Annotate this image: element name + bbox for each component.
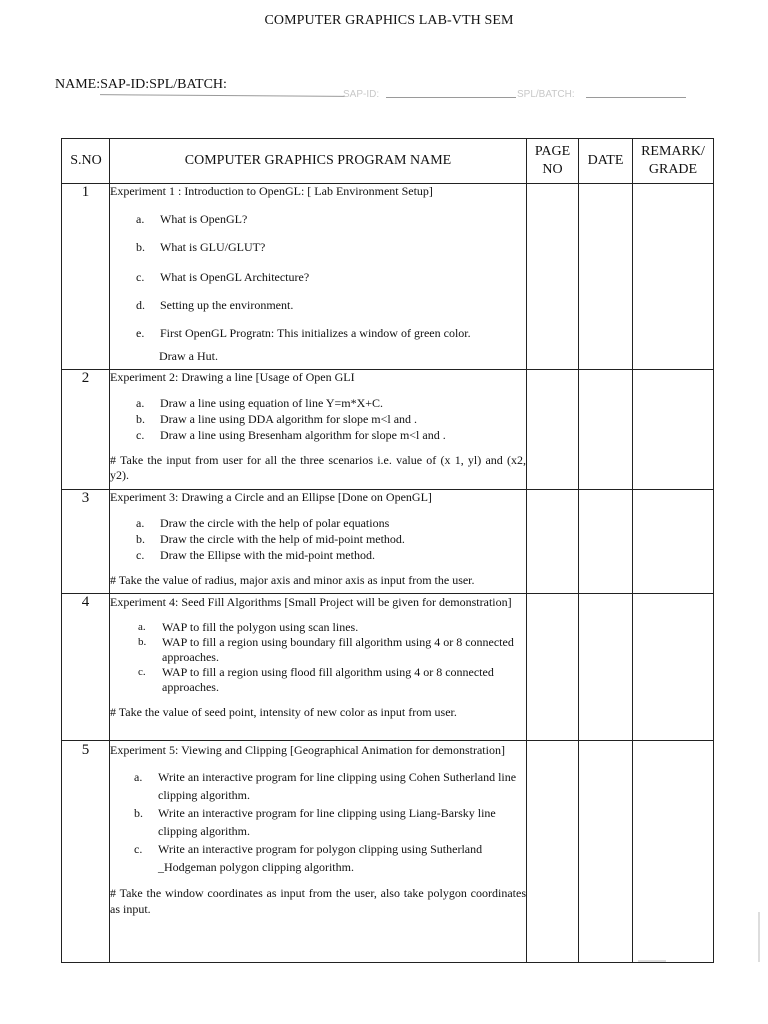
row-sno: 2	[62, 370, 110, 490]
name-sap-batch-line: NAME:SAP-ID:SPL/BATCH:	[55, 77, 227, 92]
row-sno: 5	[62, 741, 110, 963]
page-no-cell	[527, 370, 579, 490]
list-item: b. WAP to fill a region using boundary fill algorithm using 4 or 8 connected approaches.	[138, 635, 514, 664]
experiment-title: Experiment 1 : Introduction to OpenGL: [ Lab Environment Setup]	[110, 184, 433, 198]
list-item: a. WAP to fill the polygon using scan lines.	[138, 620, 359, 634]
experiment-items	[110, 396, 526, 443]
table-row	[62, 184, 714, 370]
faint-batch-text: SPL/BATCH:	[517, 89, 575, 100]
page-no-cell	[527, 594, 579, 741]
list-item: b. Write an interactive program for line clipping using Liang-Barsky line clipping algorithm.	[134, 806, 496, 838]
list-item: a. Write an interactive program for line clipping using Cohen Sutherland line clipping algorithm.	[134, 770, 517, 802]
col-date-header: DATE	[579, 139, 633, 184]
program-cell	[110, 741, 527, 963]
page-no-cell	[527, 741, 579, 963]
list-item: b. What is GLU/GLUT?	[136, 240, 266, 254]
experiment-title: Experiment 2: Drawing a line [Usage of Open GLI	[110, 370, 355, 384]
list-item: c. Draw the Ellipse with the mid-point method.	[136, 548, 375, 562]
list-item: a. What is OpenGL?	[136, 212, 248, 226]
experiment-items	[110, 516, 526, 563]
experiment-items	[110, 768, 526, 876]
table-row	[62, 741, 714, 963]
remark-cell	[633, 370, 714, 490]
page-no-cell	[527, 490, 579, 594]
experiment-items	[110, 620, 526, 695]
date-cell	[579, 594, 633, 741]
signature-underline	[100, 89, 686, 101]
list-item: c. Draw a line using Bresenham algorithm for slope m<l and .	[136, 428, 446, 442]
list-item: c. What is OpenGL Architecture?	[136, 270, 310, 284]
program-table	[61, 138, 714, 963]
program-cell	[110, 594, 527, 741]
list-item: d. Setting up the environment.	[136, 298, 294, 312]
remark-cell	[633, 184, 714, 370]
date-cell	[579, 370, 633, 490]
table-header-row	[62, 139, 714, 184]
date-cell	[579, 741, 633, 963]
row-sno: 1	[62, 184, 110, 370]
experiment-title: Experiment 5: Viewing and Clipping [Geographical Animation for demonstration]	[110, 743, 505, 757]
list-item: e. First OpenGL Progratn: This initializes a window of green color.	[136, 326, 471, 340]
experiment-title: Experiment 3: Drawing a Circle and an Ellipse [Done on OpenGL]	[110, 490, 432, 504]
experiment-note: # Take the input from user for all the three scenarios i.e. value of (x 1, yl) and (x2, y2).	[110, 453, 526, 482]
document-title: COMPUTER GRAPHICS LAB-VTH SEM	[264, 13, 514, 28]
col-program-header: COMPUTER GRAPHICS PROGRAM NAME	[110, 139, 527, 184]
program-cell	[110, 184, 527, 370]
list-item: b. Draw the circle with the help of mid-point method.	[136, 532, 405, 546]
list-item: a. Draw the circle with the help of polar equations	[136, 516, 390, 530]
list-item: b. Draw a line using DDA algorithm for slope m<l and .	[136, 412, 418, 426]
experiment-title: Experiment 4: Seed Fill Algorithms [Small Project will be given for demonstration]	[110, 595, 512, 609]
list-item: c. Write an interactive program for polygon clipping using Sutherland _Hodgeman polygon clipping algorithm.	[134, 842, 483, 874]
col-remark-header: REMARK/ GRADE	[633, 139, 714, 184]
table-row	[62, 490, 714, 594]
experiment-note: # Take the window coordinates as input from the user, also take polygon coordinates as input.	[110, 886, 526, 916]
experiment-items	[110, 212, 526, 341]
row-sno: 3	[62, 490, 110, 594]
date-cell	[579, 184, 633, 370]
list-item: c. WAP to fill a region using flood fill algorithm using 4 or 8 connected approaches.	[138, 665, 494, 694]
scan-edge-artifact	[758, 912, 760, 962]
date-cell	[579, 490, 633, 594]
list-item: a. Draw a line using equation of line Y=m*X+C.	[136, 396, 384, 410]
page-no-cell	[527, 184, 579, 370]
col-page-header: PAGE NO	[527, 139, 579, 184]
remark-cell	[633, 490, 714, 594]
faint-sap-id-text: SAP-ID:	[343, 89, 380, 100]
program-cell	[110, 370, 527, 490]
row-sno: 4	[62, 594, 110, 741]
program-cell	[110, 490, 527, 594]
experiment-tail: Draw a Hut.	[159, 349, 218, 363]
table-row	[62, 370, 714, 490]
remark-cell	[633, 594, 714, 741]
table-row	[62, 594, 714, 741]
remark-cell	[633, 741, 714, 963]
col-sno-header: S.NO	[62, 139, 110, 184]
experiment-note: # Take the value of seed point, intensity of new color as input from user.	[110, 705, 457, 719]
scan-artifact	[638, 960, 666, 962]
experiment-note: # Take the value of radius, major axis and minor axis as input from the user.	[110, 573, 475, 587]
